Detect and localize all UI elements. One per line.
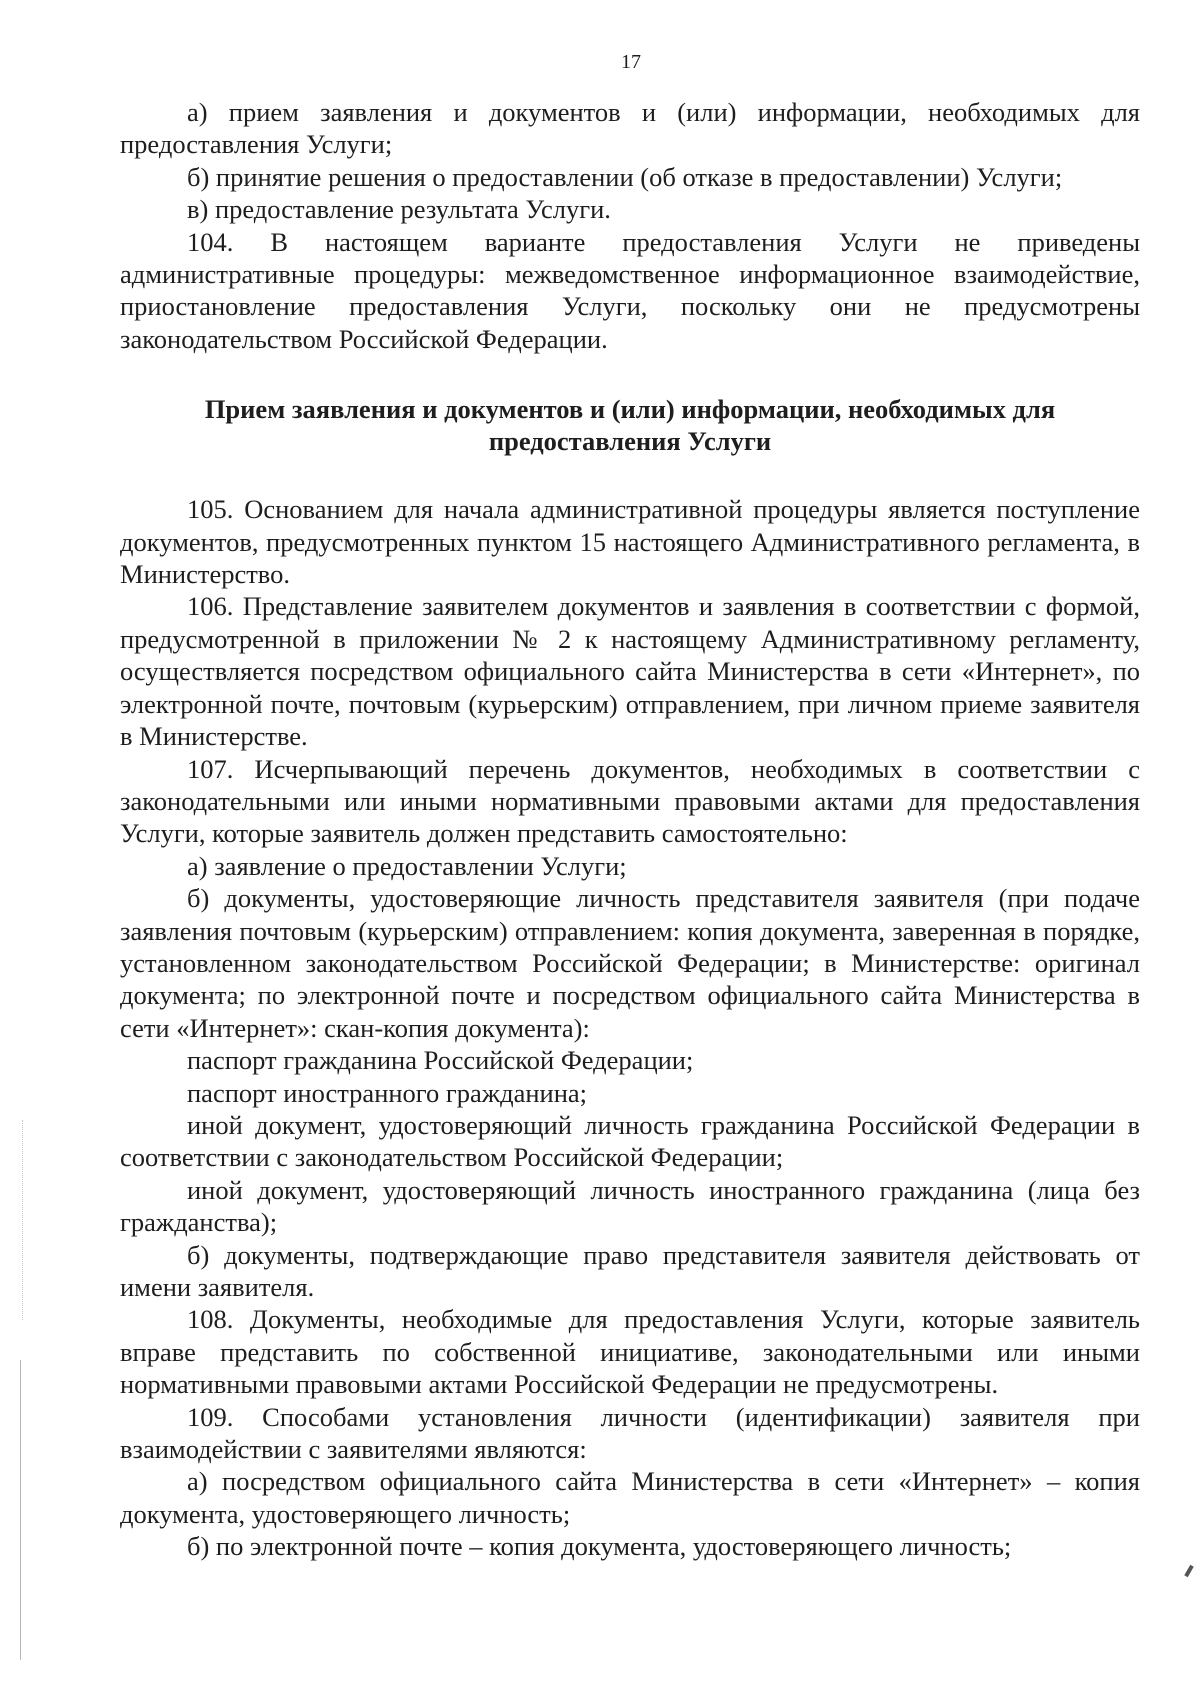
paragraph-109: 109. Способами установления личности (идентификации) заявителя при взаимодействии с заявителями являются: [120, 1401, 1140, 1465]
paragraph-107-b2: б) документы, подтверждающие право представителя заявителя действовать от имени заявителя. [120, 1239, 1140, 1302]
list-item-passport-rf: паспорт гражданина Российской Федерации; [187, 1045, 694, 1076]
paragraph-107-b: б) документы, удостоверяющие личность представителя заявителя (при подаче заявления почтовым (курьерским) отправлением: копия документа, заверенная в порядке, установленном законодательством Российской Федерации; в Министерстве: оригинал документа; по электронной почте и посредством официального сайта Министерства в сети «Интернет»: скан-копия документа): [120, 883, 1140, 1043]
list-item-other-doc-rf: иной документ, удостоверяющий личность гражданина Российской Федерации в соответствии с законодательством Российской Федерации; [120, 1109, 1140, 1173]
list-item-passport-foreign: паспорт иностранного гражданина; [187, 1077, 587, 1108]
list-item-other-doc-foreign: иной документ, удостоверяющий личность иностранного гражданина (лица без гражданства); [120, 1174, 1140, 1238]
document-body [120, 96, 1140, 1563]
paragraph-item-b: б) принятие решения о предоставлении (об отказе в предоставлении) Услуги; [187, 161, 1063, 192]
paragraph-item-c: в) предоставление результата Услуги. [187, 194, 611, 225]
scan-artifact-edge [20, 1360, 21, 1660]
page-number: 17 [621, 51, 641, 73]
paragraph-109-a: а) посредством официального сайта Министерства в сети «Интернет» – копия документа, удостоверяющего личность; [120, 1466, 1140, 1529]
section-heading: Прием заявления и документов и (или) информации, необходимых для предоставления Услуги [204, 394, 1056, 457]
paragraph-105: 105. Основанием для начала административной процедуры является поступление документов, предусмотренных пунктом 15 настоящего Административного регламента, в Министерство. [120, 494, 1140, 590]
paragraph-108: 108. Документы, необходимые для предоставления Услуги, которые заявитель вправе представить по собственной инициативе, законодательными или иными нормативными правовыми актами Российской Федерации не предусмотрены. [120, 1304, 1140, 1400]
paragraph-107-a: а) заявление о предоставлении Услуги; [187, 850, 627, 881]
paragraph-106: 106. Представление заявителем документов и заявления в соответствии с формой, предусмотренной в приложении № 2 к настоящему Административному регламенту, осуществляется посредством официального сайта Министерства в сети «Интернет», по электронной почте, почтовым (курьерским) отправлением, при личном приеме заявителя в Министерстве. [120, 591, 1140, 752]
paragraph-109-b: б) по электронной почте – копия документа, удостоверяющего личность; [187, 1531, 1012, 1562]
paragraph-item-a: а) прием заявления и документов и (или) информации, необходимых для предоставления Услуги; [120, 97, 1140, 160]
paragraph-107: 107. Исчерпывающий перечень документов, необходимых в соответствии с законодательными или иными нормативными правовыми актами для предоставления Услуги, которые заявитель должен представить самостоятельно: [120, 753, 1140, 849]
paragraph-104: 104. В настоящем варианте предоставления Услуги не приведены административные процедуры: межведомственное информационное взаимодействие, приостановление предоставления Услуги, поскольку они не предусмотрены законодательством Российской Федерации. [120, 226, 1140, 354]
scan-artifact-dots [22, 1120, 24, 1320]
scan-artifact-mark [1184, 1565, 1193, 1577]
